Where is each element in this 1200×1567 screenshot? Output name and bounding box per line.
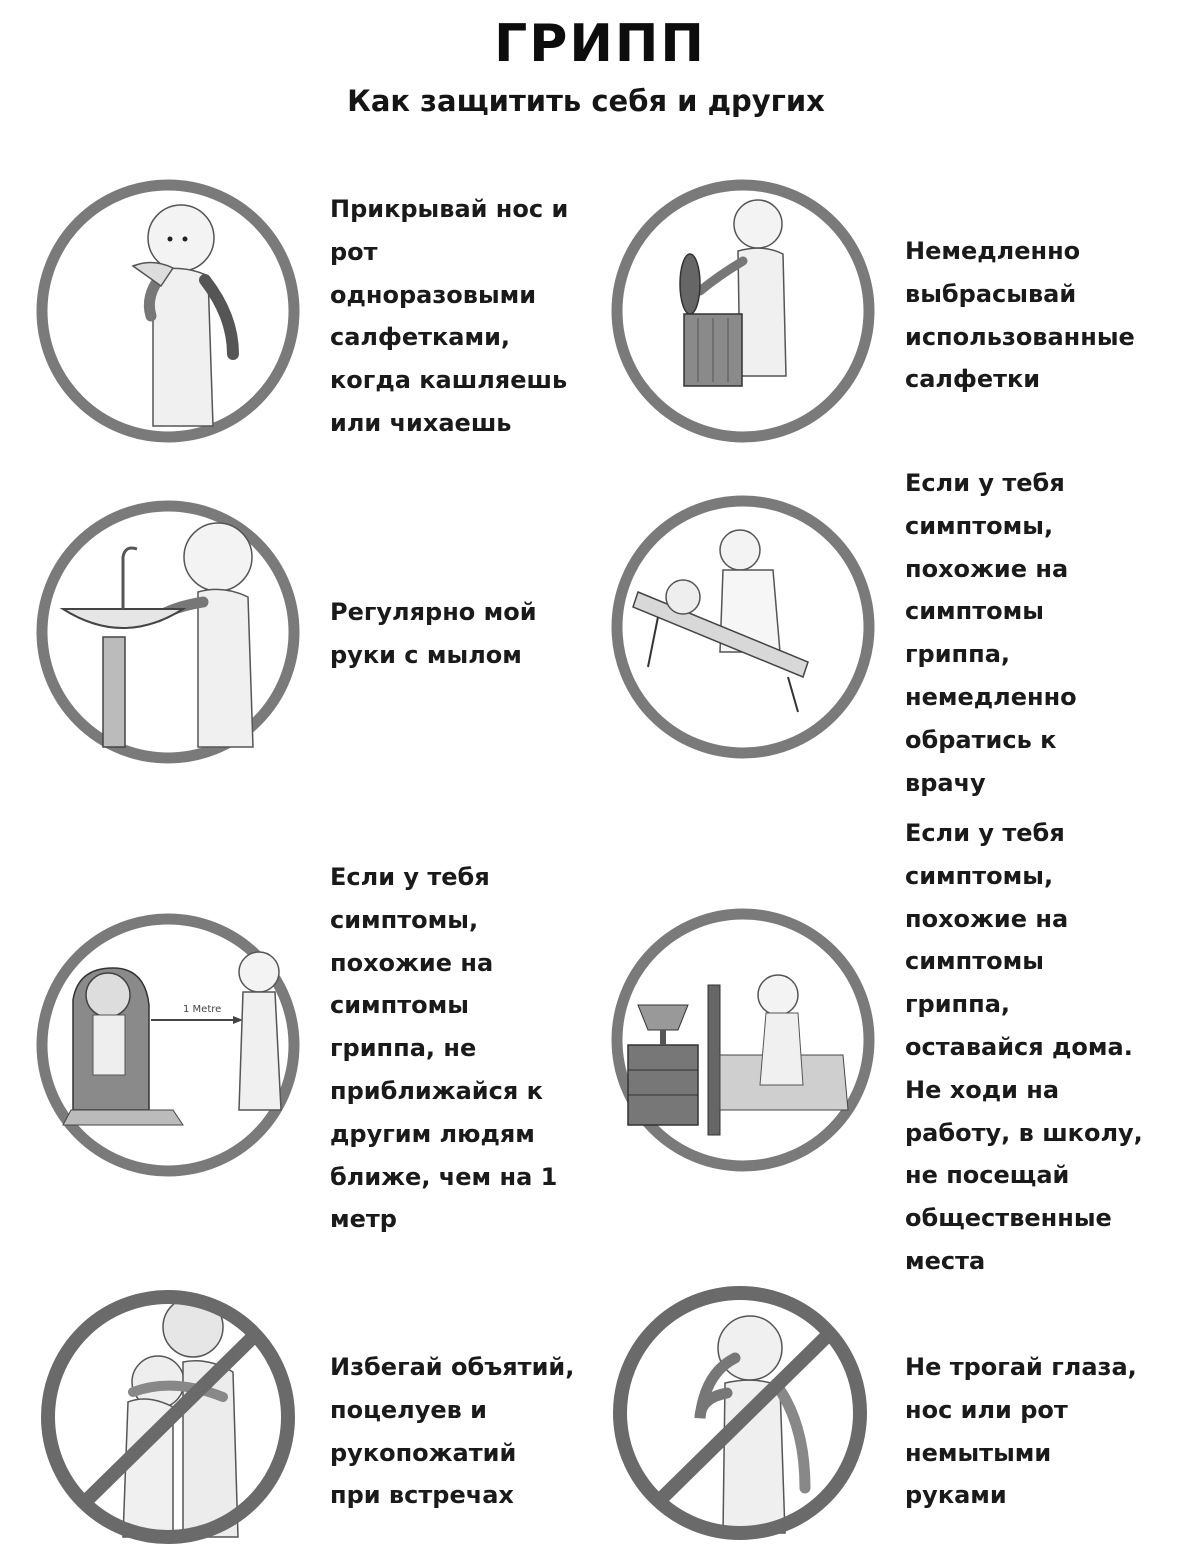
tip-line: использованные (905, 322, 1135, 351)
tip-line: Регулярно мой (330, 598, 537, 626)
person-throwing-tissue-in-bin-icon (608, 176, 878, 446)
tip-line: Если у тебя (905, 819, 1065, 847)
tip-line: врачу (905, 768, 986, 797)
tip-line: симптомы, (905, 861, 1054, 890)
tip-line: похожие на (330, 948, 494, 977)
tip-line: симптомы (330, 991, 469, 1020)
tip-line: Не ходи на (905, 1075, 1060, 1104)
sick-person-one-metre-distance-icon (33, 910, 303, 1180)
tip-line: метр (330, 1205, 397, 1234)
tip-text-avoid-hugs (330, 1346, 574, 1517)
tip-line: салфетками, (330, 323, 511, 352)
tip-line: гриппа, (905, 990, 1011, 1019)
page-title: ГРИПП (494, 14, 706, 74)
tip-line: поцелуев и (330, 1395, 487, 1424)
tip-line: когда кашляешь (330, 366, 568, 395)
tip-line: гриппа, не (330, 1034, 477, 1063)
tip-line: Прикрывай нос и (330, 195, 569, 223)
tip-text-discard-tissues (905, 230, 1135, 401)
tip-line: ближе, чем на 1 (330, 1162, 558, 1191)
tip-line: или чихаешь (330, 408, 512, 437)
tip-text-stay-home (905, 812, 1143, 1283)
tip-line: места (905, 1246, 986, 1275)
tip-line: симптомы (905, 947, 1044, 976)
tip-line: похожие на (905, 554, 1069, 583)
tip-line: руки с мылом (330, 640, 522, 669)
tip-text-wash-hands (330, 591, 537, 677)
tip-line: работу, в школу, (905, 1118, 1143, 1147)
tip-line: немедленно (905, 682, 1077, 711)
no-hugging-icon (33, 1282, 303, 1552)
tip-text-cover-nose-mouth (330, 188, 568, 445)
tip-line: обратись к (905, 725, 1057, 754)
tip-line: выбрасывай (905, 279, 1077, 308)
tip-line: руками (905, 1481, 1007, 1510)
page-subtitle: Как защитить себя и других (347, 84, 825, 118)
tip-text-keep-distance (330, 856, 557, 1241)
tip-text-dont-touch-face (905, 1346, 1137, 1517)
tip-line: оставайся дома. (905, 1032, 1133, 1061)
tip-line: похожие на (905, 904, 1069, 933)
tip-line: нос или рот (905, 1395, 1068, 1424)
tip-line: симптомы, (330, 905, 479, 934)
tip-line: Если у тебя (330, 863, 490, 891)
person-coughing-into-tissue-icon (33, 176, 303, 446)
tip-line: Если у тебя (905, 469, 1065, 497)
tip-line: рот (330, 237, 378, 266)
no-touching-face-icon (605, 1278, 875, 1548)
tip-line: гриппа, (905, 640, 1011, 669)
tip-line: Немедленно (905, 237, 1081, 265)
person-washing-hands-at-sink-icon (33, 497, 303, 767)
tip-line: рукопожатий (330, 1438, 517, 1467)
tip-line: Избегай объятий, (330, 1353, 575, 1381)
doctor-examining-patient-icon (608, 492, 878, 762)
tip-line: симптомы, (905, 511, 1054, 540)
tip-line: при встречах (330, 1481, 514, 1510)
tip-line: одноразовыми (330, 280, 537, 309)
distance-label: 1 Metre (183, 1004, 222, 1015)
tip-line: немытыми (905, 1438, 1052, 1467)
tip-line: общественные (905, 1204, 1112, 1233)
tip-text-see-doctor (905, 462, 1077, 804)
tip-line: салфетки (905, 365, 1041, 394)
tip-line: другим людям (330, 1119, 535, 1148)
sick-person-in-bed-icon (608, 905, 878, 1175)
tip-line: приближайся к (330, 1076, 543, 1105)
tip-line: Не трогай глаза, (905, 1353, 1137, 1381)
tip-line: не посещай (905, 1161, 1070, 1190)
tip-line: симптомы (905, 597, 1044, 626)
